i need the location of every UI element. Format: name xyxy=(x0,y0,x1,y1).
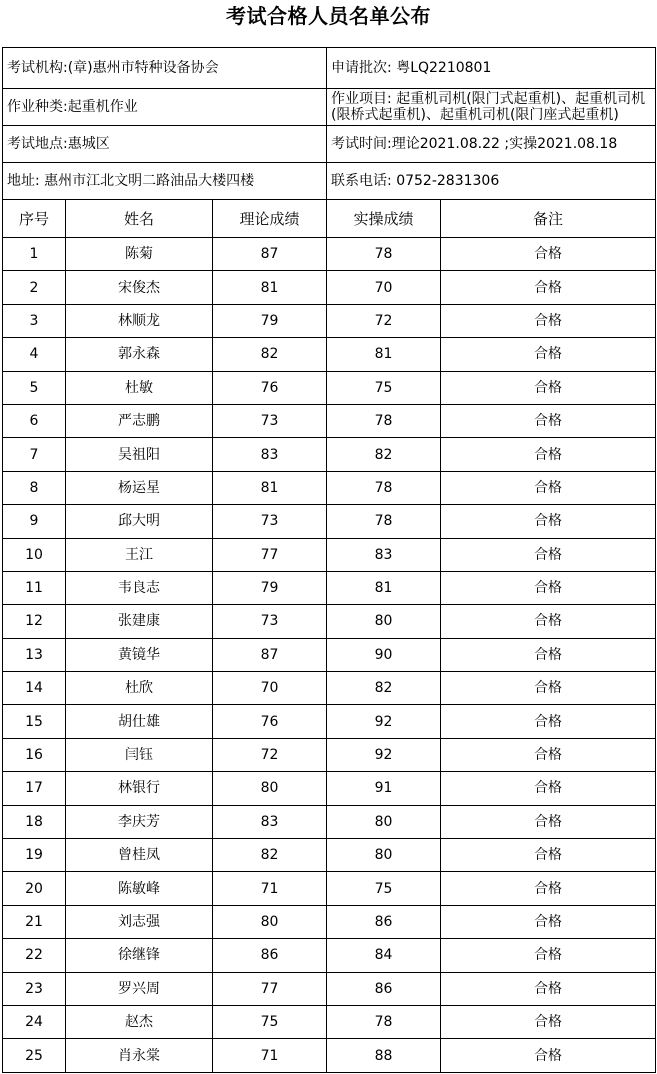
table-row xyxy=(3,1039,656,1072)
column-header-remark: 备注 xyxy=(441,200,656,238)
table-row xyxy=(3,371,656,404)
cell-name: 胡仕雄 xyxy=(66,705,213,738)
cell-remark: 合格 xyxy=(441,404,656,437)
table-row xyxy=(3,238,656,271)
table-row xyxy=(3,271,656,304)
cell-name: 刘志强 xyxy=(66,905,213,938)
cell-practical-score: 78 xyxy=(327,238,441,271)
table-row xyxy=(3,805,656,838)
table-row xyxy=(3,538,656,571)
cell-name: 宋俊杰 xyxy=(66,271,213,304)
cell-theory-score: 80 xyxy=(213,905,327,938)
cell-remark: 合格 xyxy=(441,939,656,972)
cell-name: 张建康 xyxy=(66,605,213,638)
table-row xyxy=(3,939,656,972)
info-row-address xyxy=(3,163,656,200)
cell-theory-score: 77 xyxy=(213,972,327,1005)
cell-theory-score: 87 xyxy=(213,638,327,671)
cell-remark: 合格 xyxy=(441,304,656,337)
table-row xyxy=(3,705,656,738)
cell-theory-score: 76 xyxy=(213,371,327,404)
cell-no: 16 xyxy=(3,738,66,771)
cell-practical-score: 82 xyxy=(327,438,441,471)
table-row xyxy=(3,404,656,437)
info-row-location xyxy=(3,126,656,163)
column-header-name: 姓名 xyxy=(66,200,213,238)
cell-name: 曾桂凤 xyxy=(66,839,213,872)
cell-remark: 合格 xyxy=(441,1039,656,1072)
cell-remark: 合格 xyxy=(441,605,656,638)
cell-theory-score: 73 xyxy=(213,605,327,638)
cell-practical-score: 92 xyxy=(327,738,441,771)
table-row xyxy=(3,672,656,705)
cell-theory-score: 83 xyxy=(213,805,327,838)
cell-name: 吴祖阳 xyxy=(66,438,213,471)
cell-name: 赵杰 xyxy=(66,1005,213,1038)
table-row xyxy=(3,571,656,604)
cell-practical-score: 78 xyxy=(327,505,441,538)
cell-practical-score: 90 xyxy=(327,638,441,671)
cell-no: 9 xyxy=(3,505,66,538)
cell-practical-score: 86 xyxy=(327,905,441,938)
cell-practical-score: 80 xyxy=(327,605,441,638)
table-row xyxy=(3,905,656,938)
cell-name: 林银行 xyxy=(66,772,213,805)
contact-phone: 联系电话: 0752-2831306 xyxy=(327,163,656,200)
cell-name: 徐继锋 xyxy=(66,939,213,972)
cell-theory-score: 86 xyxy=(213,939,327,972)
table-row xyxy=(3,972,656,1005)
cell-remark: 合格 xyxy=(441,805,656,838)
cell-no: 18 xyxy=(3,805,66,838)
info-row-category xyxy=(3,89,656,126)
cell-remark: 合格 xyxy=(441,438,656,471)
page-title: 考试合格人员名单公布 xyxy=(226,4,431,28)
cell-remark: 合格 xyxy=(441,905,656,938)
cell-remark: 合格 xyxy=(441,538,656,571)
cell-no: 17 xyxy=(3,772,66,805)
cell-no: 23 xyxy=(3,972,66,1005)
cell-remark: 合格 xyxy=(441,705,656,738)
cell-theory-score: 72 xyxy=(213,738,327,771)
cell-remark: 合格 xyxy=(441,471,656,504)
address: 地址: 惠州市江北文明二路油品大楼四楼 xyxy=(3,163,327,200)
cell-no: 11 xyxy=(3,571,66,604)
cell-name: 陈菊 xyxy=(66,238,213,271)
cell-no: 19 xyxy=(3,839,66,872)
cell-no: 20 xyxy=(3,872,66,905)
cell-practical-score: 81 xyxy=(327,338,441,371)
cell-remark: 合格 xyxy=(441,972,656,1005)
cell-practical-score: 78 xyxy=(327,1005,441,1038)
cell-theory-score: 83 xyxy=(213,438,327,471)
cell-no: 25 xyxy=(3,1039,66,1072)
cell-practical-score: 72 xyxy=(327,304,441,337)
cell-no: 5 xyxy=(3,371,66,404)
cell-remark: 合格 xyxy=(441,638,656,671)
table-row xyxy=(3,872,656,905)
cell-practical-score: 88 xyxy=(327,1039,441,1072)
cell-theory-score: 70 xyxy=(213,672,327,705)
cell-theory-score: 87 xyxy=(213,238,327,271)
cell-no: 15 xyxy=(3,705,66,738)
cell-name: 黄镜华 xyxy=(66,638,213,671)
column-header-practical: 实操成绩 xyxy=(327,200,441,238)
cell-no: 13 xyxy=(3,638,66,671)
table-row xyxy=(3,471,656,504)
cell-theory-score: 82 xyxy=(213,338,327,371)
work-category: 作业种类:起重机作业 xyxy=(3,89,327,126)
table-row xyxy=(3,505,656,538)
cell-no: 1 xyxy=(3,238,66,271)
exam-time: 考试时间:理论2021.08.22 ;实操2021.08.18 xyxy=(327,126,656,163)
cell-theory-score: 81 xyxy=(213,471,327,504)
cell-name: 杨运星 xyxy=(66,471,213,504)
exam-location: 考试地点:惠城区 xyxy=(3,126,327,163)
table-row xyxy=(3,772,656,805)
application-batch: 申请批次: 粤LQ2210801 xyxy=(327,48,656,89)
cell-remark: 合格 xyxy=(441,738,656,771)
cell-no: 10 xyxy=(3,538,66,571)
table-row xyxy=(3,738,656,771)
cell-practical-score: 78 xyxy=(327,404,441,437)
cell-name: 闫钰 xyxy=(66,738,213,771)
cell-practical-score: 75 xyxy=(327,872,441,905)
cell-remark: 合格 xyxy=(441,271,656,304)
cell-no: 3 xyxy=(3,304,66,337)
cell-no: 8 xyxy=(3,471,66,504)
cell-theory-score: 71 xyxy=(213,1039,327,1072)
cell-remark: 合格 xyxy=(441,505,656,538)
cell-name: 严志鹏 xyxy=(66,404,213,437)
cell-name: 陈敏峰 xyxy=(66,872,213,905)
cell-name: 林顺龙 xyxy=(66,304,213,337)
cell-name: 郭永森 xyxy=(66,338,213,371)
cell-name: 肖永棠 xyxy=(66,1039,213,1072)
cell-theory-score: 80 xyxy=(213,772,327,805)
column-header-theory: 理论成绩 xyxy=(213,200,327,238)
cell-no: 21 xyxy=(3,905,66,938)
cell-no: 2 xyxy=(3,271,66,304)
results-table-body xyxy=(3,48,656,1073)
cell-practical-score: 81 xyxy=(327,571,441,604)
cell-no: 7 xyxy=(3,438,66,471)
table-row xyxy=(3,839,656,872)
work-items: 作业项目: 起重机司机(限门式起重机)、起重机司机(限桥式起重机)、起重机司机(限门座式起重机) xyxy=(327,89,656,126)
cell-theory-score: 82 xyxy=(213,839,327,872)
cell-theory-score: 81 xyxy=(213,271,327,304)
cell-no: 14 xyxy=(3,672,66,705)
cell-remark: 合格 xyxy=(441,839,656,872)
cell-practical-score: 86 xyxy=(327,972,441,1005)
cell-remark: 合格 xyxy=(441,672,656,705)
cell-practical-score: 84 xyxy=(327,939,441,972)
cell-theory-score: 71 xyxy=(213,872,327,905)
cell-remark: 合格 xyxy=(441,338,656,371)
table-row xyxy=(3,338,656,371)
cell-practical-score: 70 xyxy=(327,271,441,304)
cell-name: 罗兴周 xyxy=(66,972,213,1005)
table-row xyxy=(3,304,656,337)
cell-theory-score: 73 xyxy=(213,404,327,437)
cell-practical-score: 80 xyxy=(327,805,441,838)
exam-agency: 考试机构:(章)惠州市特种设备协会 xyxy=(3,48,327,89)
cell-practical-score: 92 xyxy=(327,705,441,738)
column-header-no: 序号 xyxy=(3,200,66,238)
cell-theory-score: 73 xyxy=(213,505,327,538)
cell-no: 24 xyxy=(3,1005,66,1038)
cell-practical-score: 80 xyxy=(327,839,441,872)
table-row xyxy=(3,605,656,638)
column-header-row xyxy=(3,200,656,238)
results-table xyxy=(2,47,656,1073)
cell-theory-score: 75 xyxy=(213,1005,327,1038)
cell-name: 李庆芳 xyxy=(66,805,213,838)
cell-remark: 合格 xyxy=(441,371,656,404)
cell-practical-score: 91 xyxy=(327,772,441,805)
cell-remark: 合格 xyxy=(441,1005,656,1038)
cell-name: 王江 xyxy=(66,538,213,571)
cell-no: 4 xyxy=(3,338,66,371)
cell-name: 杜敏 xyxy=(66,371,213,404)
cell-practical-score: 78 xyxy=(327,471,441,504)
table-row xyxy=(3,1005,656,1038)
info-row-agency xyxy=(3,48,656,89)
cell-practical-score: 75 xyxy=(327,371,441,404)
cell-no: 22 xyxy=(3,939,66,972)
cell-name: 邱大明 xyxy=(66,505,213,538)
cell-remark: 合格 xyxy=(441,872,656,905)
cell-practical-score: 82 xyxy=(327,672,441,705)
cell-no: 6 xyxy=(3,404,66,437)
cell-remark: 合格 xyxy=(441,571,656,604)
cell-name: 韦良志 xyxy=(66,571,213,604)
cell-remark: 合格 xyxy=(441,238,656,271)
cell-remark: 合格 xyxy=(441,772,656,805)
cell-name: 杜欣 xyxy=(66,672,213,705)
table-row xyxy=(3,638,656,671)
cell-theory-score: 79 xyxy=(213,304,327,337)
cell-theory-score: 79 xyxy=(213,571,327,604)
cell-theory-score: 76 xyxy=(213,705,327,738)
cell-no: 12 xyxy=(3,605,66,638)
table-row xyxy=(3,438,656,471)
cell-practical-score: 83 xyxy=(327,538,441,571)
cell-theory-score: 77 xyxy=(213,538,327,571)
